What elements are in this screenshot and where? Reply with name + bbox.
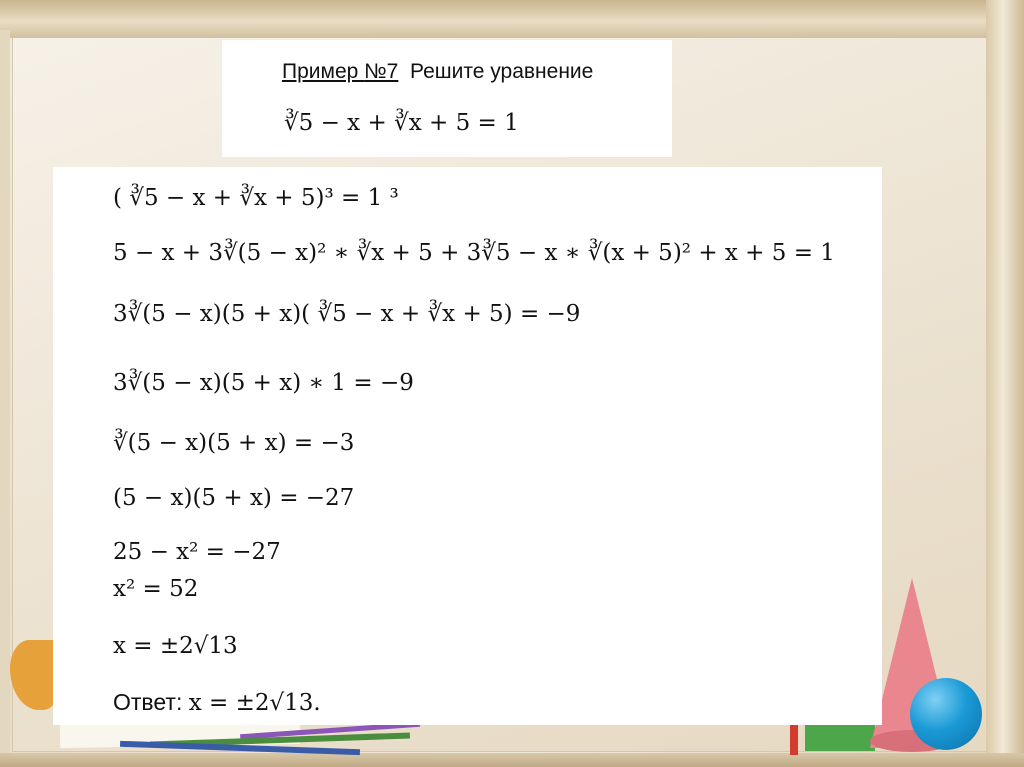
task-title <box>282 60 593 84</box>
frame-bottom-border <box>0 753 1024 767</box>
frame-right-border <box>986 0 1024 767</box>
solution-step-1: ( ∛5 − x + ∛x + 5)³ = 1 ³ <box>113 185 399 211</box>
solution-step-4: 3∛(5 − x)(5 + x) ∗ 1 = −9 <box>113 370 414 396</box>
task-equation: ∛5 − x + ∛x + 5 = 1 <box>284 110 519 136</box>
title-prefix: Пример <box>282 60 365 83</box>
solution-panel <box>53 167 882 725</box>
solution-step-8: x² = 52 <box>113 576 199 602</box>
solution-step-5: ∛(5 − x)(5 + x) = −3 <box>113 430 355 456</box>
answer-label: Ответ: <box>113 689 189 715</box>
task-header <box>222 40 672 157</box>
ball-decoration <box>910 678 982 750</box>
answer-line <box>113 689 321 716</box>
red-pencil-decoration <box>790 720 798 755</box>
answer-value: x = ±2√13. <box>188 690 321 716</box>
solution-step-6: (5 − x)(5 + x) = −27 <box>113 485 355 511</box>
solution-step-7: 25 − x² = −27 <box>113 539 281 565</box>
frame-left-border <box>0 30 10 767</box>
frame-top-border <box>0 0 1024 38</box>
title-number: №7 <box>364 60 399 83</box>
solution-step-9: x = ±2√13 <box>113 633 238 659</box>
solution-step-3: 3∛(5 − x)(5 + x)( ∛5 − x + ∛x + 5) = −9 <box>113 301 581 327</box>
title-task: Решите уравнение <box>398 60 594 83</box>
solution-step-2: 5 − x + 3∛(5 − x)² ∗ ∛x + 5 + 3∛5 − x ∗ ∛(x + 5)² + x + 5 = 1 <box>113 240 835 266</box>
